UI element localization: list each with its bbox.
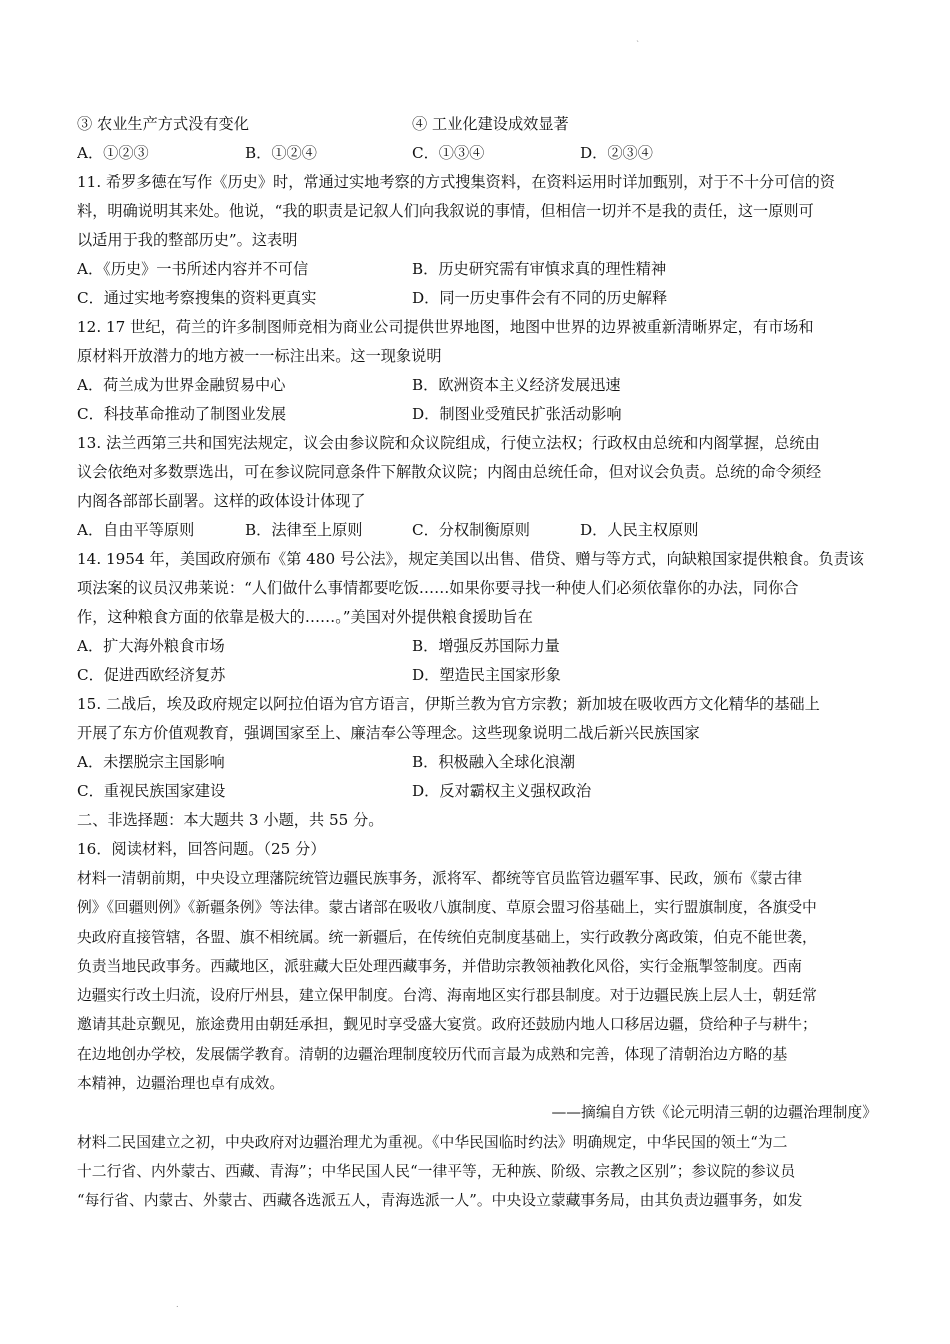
material1-line: 例》《回疆则例》《新疆条例》等法律。蒙古诸部在吸收八旗制度、草原会盟习俗基础上，实行盟旗制度，各旗受中 (77, 899, 817, 917)
q11-options-row (77, 255, 877, 284)
material1-line: 邀请其赴京觐见，旅途费用由朝廷承担，觐见时享受盛大宴赏。政府还鼓励内地人口移居边疆，贷给种子与耕牛； (77, 1016, 817, 1034)
choice-d[interactable]: D．②③④ (580, 144, 653, 162)
q12-options-row (77, 400, 877, 429)
material2-line: 材料二民国建立之初，中央政府对边疆治理尤为重视。《中华民国临时约法》明确规定，中华民国的领土“为二 (77, 1133, 788, 1151)
section-heading: 二、非选择题：本大题共 3 小题，共 55 分。 (77, 811, 384, 829)
q15-stem-line: 15. 二战后，埃及政府规定以阿拉伯语为官方语言，伊斯兰教为官方宗教；新加坡在吸收西方文化精华的基础上 (77, 695, 820, 713)
material1-line: 在边地创办学校，发展儒学教育。清朝的边疆治理制度较历代而言最为成熟和完善，体现了清朝治边方略的基 (77, 1045, 788, 1063)
q11-options-row (77, 284, 877, 313)
choice-b[interactable]: B．①②④ (245, 144, 317, 162)
q11-option-d[interactable]: D．同一历史事件会有不同的历史解释 (412, 289, 668, 307)
q11-option-b[interactable]: B．历史研究需有审慎求真的理性精神 (412, 260, 667, 278)
q14-options-row (77, 632, 877, 661)
q13-option-a[interactable]: A．自由平等原则 (77, 521, 195, 539)
q12-option-b[interactable]: B．欧洲资本主义经济发展迅速 (412, 376, 621, 394)
q15-options-row (77, 777, 877, 806)
material1-source: ——摘编自方铁《论元明清三朝的边疆治理制度》 (551, 1104, 877, 1122)
material2-line: 十二行省、内外蒙古、西藏、青海”；中华民国人民“一律平等，无种族、阶级、宗教之区别”；参议院的参议员 (77, 1162, 796, 1180)
q14-options-row (77, 661, 877, 690)
q11-stem-line: 11. 希罗多德在写作《历史》时，常通过实地考察的方式搜集资料，在资料运用时详加甄别，对于不十分可信的资 (77, 173, 835, 191)
q11-option-c[interactable]: C．通过实地考察搜集的资料更真实 (77, 289, 317, 307)
q11-stem-line: 以适用于我的整部历史”。这表明 (77, 231, 298, 249)
q13-option-d[interactable]: D．人民主权原则 (580, 521, 699, 539)
q10-statements (77, 110, 877, 139)
q13-options-row (77, 516, 877, 545)
q13-option-b[interactable]: B．法律至上原则 (245, 521, 363, 539)
statement-3: ③ 农业生产方式没有变化 (77, 115, 249, 133)
q14-stem-line: 项法案的议员汉弗莱说：“人们做什么事情都要吃饭……如果你要寻找一种使人们必须依靠你的办法，同你合 (77, 579, 799, 597)
scan-mark-bottom: . (176, 1300, 179, 1309)
material2-line: “每行省、内蒙古、外蒙古、西藏各选派五人，青海选派一人”。中央设立蒙藏事务局，由其负责边疆事务，如发 (77, 1192, 803, 1210)
q12-option-d[interactable]: D．制图业受殖民扩张活动影响 (412, 405, 622, 423)
material1-line: 央政府直接管辖，各盟、旗不相统属。统一新疆后，在传统伯克制度基础上，实行政教分离政策，伯克不能世袭， (77, 928, 817, 946)
q14-option-d[interactable]: D．塑造民主国家形象 (412, 666, 561, 684)
q14-option-a[interactable]: A．扩大海外粮食市场 (77, 637, 225, 655)
q12-stem-line: 原材料开放潜力的地方被一一标注出来。这一现象说明 (77, 347, 442, 365)
choice-a[interactable]: A．①②③ (77, 144, 149, 162)
q13-stem-line: 内阁各部部长副署。这样的政体设计体现了 (77, 492, 366, 510)
q11-option-a[interactable]: A．《历史》一书所述内容并不可信 (77, 260, 309, 278)
q14-option-c[interactable]: C．促进西欧经济复苏 (77, 666, 226, 684)
q15-option-d[interactable]: D．反对霸权主义强权政治 (412, 782, 592, 800)
scan-mark-top: ˋ (636, 40, 640, 49)
q11-stem-line: 料，明确说明其来处。他说，“我的职责是记叙人们向我叙说的事情，但相信一切并不是我的责任，这一原则可 (77, 202, 814, 220)
statement-4: ④ 工业化建设成效显著 (412, 115, 569, 133)
material1-line: 边疆实行改土归流，设府厅州县，建立保甲制度。台湾、海南地区实行郡县制度。对于边疆民族上层人士，朝廷常 (77, 987, 817, 1005)
q13-option-c[interactable]: C．分权制衡原则 (412, 521, 530, 539)
q16-title: 16．阅读材料，回答问题。（25 分） (77, 840, 326, 858)
q15-option-a[interactable]: A．未摆脱宗主国影响 (77, 753, 225, 771)
q14-option-b[interactable]: B．增强反苏国际力量 (412, 637, 560, 655)
q12-option-a[interactable]: A．荷兰成为世界金融贸易中心 (77, 376, 286, 394)
q13-stem-line: 13. 法兰西第三共和国宪法规定，议会由参议院和众议院组成，行使立法权；行政权由总统和内阁掌握，总统由 (77, 434, 820, 452)
choice-c[interactable]: C．①③④ (412, 144, 485, 162)
material1-line: 材料一清朝前期，中央设立理藩院统管边疆民族事务，派将军、都统等官员监管边疆军事、民政，颁布《蒙古律 (77, 870, 803, 887)
exam-page (77, 110, 877, 1216)
q10-choices (77, 139, 877, 168)
q14-stem-line: 作，这种粮食方面的依靠是极大的……。”美国对外提供粮食援助旨在 (77, 608, 533, 626)
q12-option-c[interactable]: C．科技革命推动了制图业发展 (77, 405, 287, 423)
q15-stem-line: 开展了东方价值观教育，强调国家至上、廉洁奉公等理念。这些现象说明二战后新兴民族国家 (77, 724, 700, 742)
q12-options-row (77, 371, 877, 400)
q15-options-row (77, 748, 877, 777)
material1-line: 负责当地民政事务。西藏地区，派驻藏大臣处理西藏事务，并借助宗教领袖教化风俗，实行金瓶掣签制度。西南 (77, 957, 803, 975)
q13-stem-line: 议会依绝对多数票选出，可在参议院同意条件下解散众议院；内阁由总统任命，但对议会负责。总统的命令须经 (77, 463, 822, 481)
material1-line: 本精神，边疆治理也卓有成效。 (77, 1075, 285, 1093)
q12-stem-line: 12. 17 世纪，荷兰的许多制图师竞相为商业公司提供世界地图，地图中世界的边界被重新清晰界定，有市场和 (77, 318, 814, 336)
q15-option-c[interactable]: C．重视民族国家建设 (77, 782, 226, 800)
q15-option-b[interactable]: B．积极融入全球化浪潮 (412, 753, 576, 771)
q14-stem-line: 14. 1954 年，美国政府颁布《第 480 号公法》，规定美国以出售、借贷、赠与等方式，向缺粮国家提供粮食。负责该 (77, 550, 864, 568)
